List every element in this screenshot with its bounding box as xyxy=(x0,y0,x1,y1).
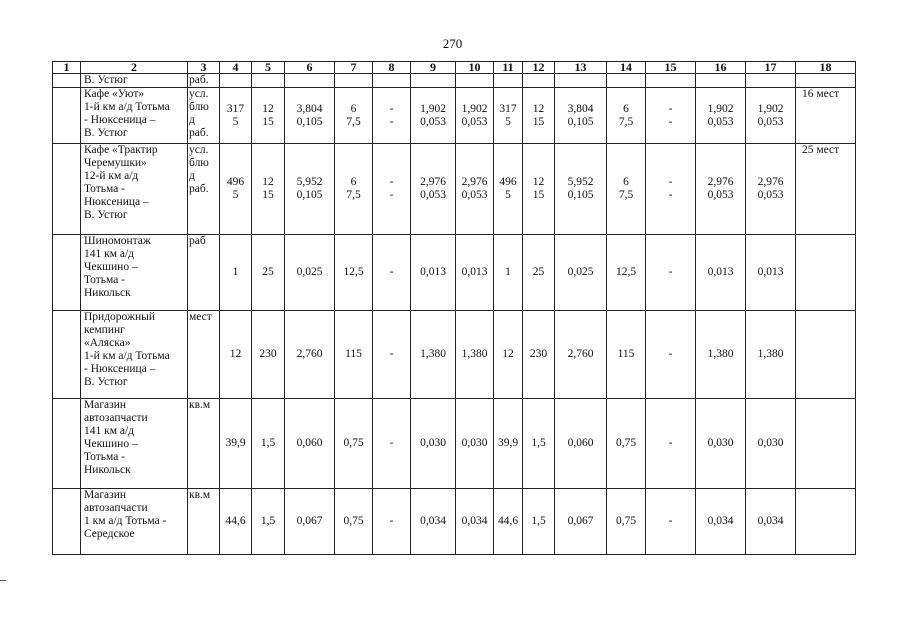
row-index-cell xyxy=(53,489,81,555)
note-cell xyxy=(796,399,856,489)
value-cell: 1,902 0,053 xyxy=(746,88,796,144)
value-cell: - xyxy=(646,235,696,311)
value-cell: 0,75 xyxy=(335,399,373,489)
note-cell: 16 мест xyxy=(796,88,856,144)
value-cell: 5,952 0,105 xyxy=(555,144,607,235)
value-cell: 0,034 xyxy=(696,489,746,555)
object-name-cell: Магазин автозапчасти 1 км а/д Тотьма - Середское xyxy=(81,489,188,555)
column-header: 4 xyxy=(220,62,252,74)
value-cell: 1,5 xyxy=(523,489,555,555)
value-cell: 0,034 xyxy=(746,489,796,555)
margin-mark xyxy=(0,580,6,581)
unit-cell: раб xyxy=(188,235,220,311)
column-header: 5 xyxy=(252,62,285,74)
value-cell: 1,380 xyxy=(456,311,494,399)
row-index-cell xyxy=(53,235,81,311)
column-header: 7 xyxy=(335,62,373,74)
value-cell: 0,030 xyxy=(411,399,456,489)
value-cell: 1,5 xyxy=(523,399,555,489)
value-cell: 39,9 xyxy=(220,399,252,489)
value-cell: 1,902 0,053 xyxy=(696,88,746,144)
value-cell: 12,5 xyxy=(607,235,646,311)
note-cell xyxy=(796,489,856,555)
column-header: 14 xyxy=(607,62,646,74)
column-header: 10 xyxy=(456,62,494,74)
value-cell: - xyxy=(646,399,696,489)
column-header: 6 xyxy=(285,62,335,74)
value-cell: - xyxy=(373,399,411,489)
object-name-cell: Кафе «Уют» 1-й км а/д Тотьма - Нюксеница – В. Устюг xyxy=(81,88,188,144)
value-cell xyxy=(646,74,696,88)
value-cell xyxy=(252,74,285,88)
value-cell: 1,380 xyxy=(746,311,796,399)
column-header: 18 xyxy=(796,62,856,74)
value-cell xyxy=(523,74,555,88)
value-cell xyxy=(607,74,646,88)
value-cell: 0,75 xyxy=(607,489,646,555)
value-cell: 230 xyxy=(523,311,555,399)
value-cell: 12 xyxy=(494,311,523,399)
unit-cell: мест xyxy=(188,311,220,399)
value-cell xyxy=(555,74,607,88)
value-cell: 1,5 xyxy=(252,489,285,555)
value-cell: 0,013 xyxy=(746,235,796,311)
value-cell: - xyxy=(646,489,696,555)
value-cell: 12 15 xyxy=(252,88,285,144)
value-cell: 0,75 xyxy=(335,489,373,555)
value-cell: 2,760 xyxy=(555,311,607,399)
value-cell: - - xyxy=(373,88,411,144)
value-cell: 12,5 xyxy=(335,235,373,311)
value-cell: 1 xyxy=(220,235,252,311)
unit-cell: усл. блю д раб. xyxy=(188,144,220,235)
table-row xyxy=(53,88,856,144)
note-cell xyxy=(796,311,856,399)
row-index-cell xyxy=(53,399,81,489)
value-cell: 25 xyxy=(252,235,285,311)
value-cell: 2,976 0,053 xyxy=(456,144,494,235)
table-row xyxy=(53,311,856,399)
value-cell: 0,034 xyxy=(456,489,494,555)
header-row xyxy=(53,62,856,74)
note-cell xyxy=(796,74,856,88)
value-cell: 0,060 xyxy=(555,399,607,489)
value-cell: 1,902 0,053 xyxy=(456,88,494,144)
value-cell: 2,976 0,053 xyxy=(746,144,796,235)
value-cell: 0,067 xyxy=(555,489,607,555)
column-header: 9 xyxy=(411,62,456,74)
value-cell: 0,013 xyxy=(696,235,746,311)
value-cell: 25 xyxy=(523,235,555,311)
value-cell: 12 15 xyxy=(252,144,285,235)
value-cell: 0,013 xyxy=(456,235,494,311)
value-cell xyxy=(220,74,252,88)
object-name-cell: Шиномонтаж 141 км а/д Чекшино – Тотьма - Никольск xyxy=(81,235,188,311)
value-cell: - xyxy=(373,235,411,311)
value-cell: 230 xyxy=(252,311,285,399)
value-cell: 317 5 xyxy=(494,88,523,144)
column-header: 17 xyxy=(746,62,796,74)
value-cell: 0,030 xyxy=(456,399,494,489)
value-cell: 115 xyxy=(335,311,373,399)
value-cell: 1,380 xyxy=(696,311,746,399)
value-cell: 0,025 xyxy=(555,235,607,311)
unit-cell: кв.м xyxy=(188,399,220,489)
object-name-cell: В. Устюг xyxy=(81,74,188,88)
value-cell: 1,5 xyxy=(252,399,285,489)
value-cell: 115 xyxy=(607,311,646,399)
column-header: 3 xyxy=(188,62,220,74)
value-cell: 0,067 xyxy=(285,489,335,555)
column-header: 13 xyxy=(555,62,607,74)
value-cell xyxy=(285,74,335,88)
value-cell: 12 15 xyxy=(523,144,555,235)
value-cell: 496 5 xyxy=(220,144,252,235)
value-cell: 12 15 xyxy=(523,88,555,144)
value-cell: 6 7,5 xyxy=(335,144,373,235)
value-cell xyxy=(335,74,373,88)
value-cell: 2,976 0,053 xyxy=(696,144,746,235)
value-cell: 1,902 0,053 xyxy=(411,88,456,144)
unit-cell: раб. xyxy=(188,74,220,88)
value-cell xyxy=(373,74,411,88)
value-cell: 0,060 xyxy=(285,399,335,489)
object-name-cell: Придорожный кемпинг «Аляска» 1-й км а/д Тотьма - Нюксеница – В. Устюг xyxy=(81,311,188,399)
value-cell xyxy=(494,74,523,88)
value-cell: 39,9 xyxy=(494,399,523,489)
value-cell xyxy=(696,74,746,88)
value-cell: 1 xyxy=(494,235,523,311)
value-cell: 0,030 xyxy=(746,399,796,489)
value-cell: 2,976 0,053 xyxy=(411,144,456,235)
value-cell: 317 5 xyxy=(220,88,252,144)
note-cell xyxy=(796,235,856,311)
value-cell: 12 xyxy=(220,311,252,399)
row-index-cell xyxy=(53,311,81,399)
value-cell: - xyxy=(646,311,696,399)
value-cell xyxy=(411,74,456,88)
unit-cell: усл. блю д раб. xyxy=(188,88,220,144)
value-cell: 1,380 xyxy=(411,311,456,399)
value-cell: - - xyxy=(646,144,696,235)
table-row xyxy=(53,235,856,311)
column-header: 12 xyxy=(523,62,555,74)
value-cell: 496 5 xyxy=(494,144,523,235)
table-row xyxy=(53,489,856,555)
value-cell: - xyxy=(373,311,411,399)
value-cell: 44,6 xyxy=(220,489,252,555)
table-row xyxy=(53,74,856,88)
value-cell: 6 7,5 xyxy=(335,88,373,144)
row-index-cell xyxy=(53,74,81,88)
object-name-cell: Магазин автозапчасти 141 км а/д Чекшино – Тотьма - Никольск xyxy=(81,399,188,489)
value-cell xyxy=(456,74,494,88)
value-cell: 0,025 xyxy=(285,235,335,311)
column-header: 11 xyxy=(494,62,523,74)
row-index-cell xyxy=(53,88,81,144)
table-row xyxy=(53,144,856,235)
value-cell: 5,952 0,105 xyxy=(285,144,335,235)
value-cell: - - xyxy=(646,88,696,144)
column-header: 16 xyxy=(696,62,746,74)
column-header: 1 xyxy=(53,62,81,74)
value-cell: 0,034 xyxy=(411,489,456,555)
object-name-cell: Кафе «Трактир Черемушки» 12-й км а/д Тотьма - Нюксеница – В. Устюг xyxy=(81,144,188,235)
value-cell: 44,6 xyxy=(494,489,523,555)
column-header: 2 xyxy=(81,62,188,74)
value-cell xyxy=(746,74,796,88)
unit-cell: кв.м xyxy=(188,489,220,555)
value-cell: 2,760 xyxy=(285,311,335,399)
table-row xyxy=(53,399,856,489)
value-cell: 0,75 xyxy=(607,399,646,489)
value-cell: 0,030 xyxy=(696,399,746,489)
column-header: 8 xyxy=(373,62,411,74)
row-index-cell xyxy=(53,144,81,235)
note-cell: 25 мест xyxy=(796,144,856,235)
data-table xyxy=(52,61,856,555)
value-cell: 0,013 xyxy=(411,235,456,311)
value-cell: 3,804 0,105 xyxy=(555,88,607,144)
value-cell: 6 7,5 xyxy=(607,88,646,144)
value-cell: - - xyxy=(373,144,411,235)
value-cell: 6 7,5 xyxy=(607,144,646,235)
value-cell: 3,804 0,105 xyxy=(285,88,335,144)
column-header: 15 xyxy=(646,62,696,74)
value-cell: - xyxy=(373,489,411,555)
page-number: 270 xyxy=(442,36,463,51)
